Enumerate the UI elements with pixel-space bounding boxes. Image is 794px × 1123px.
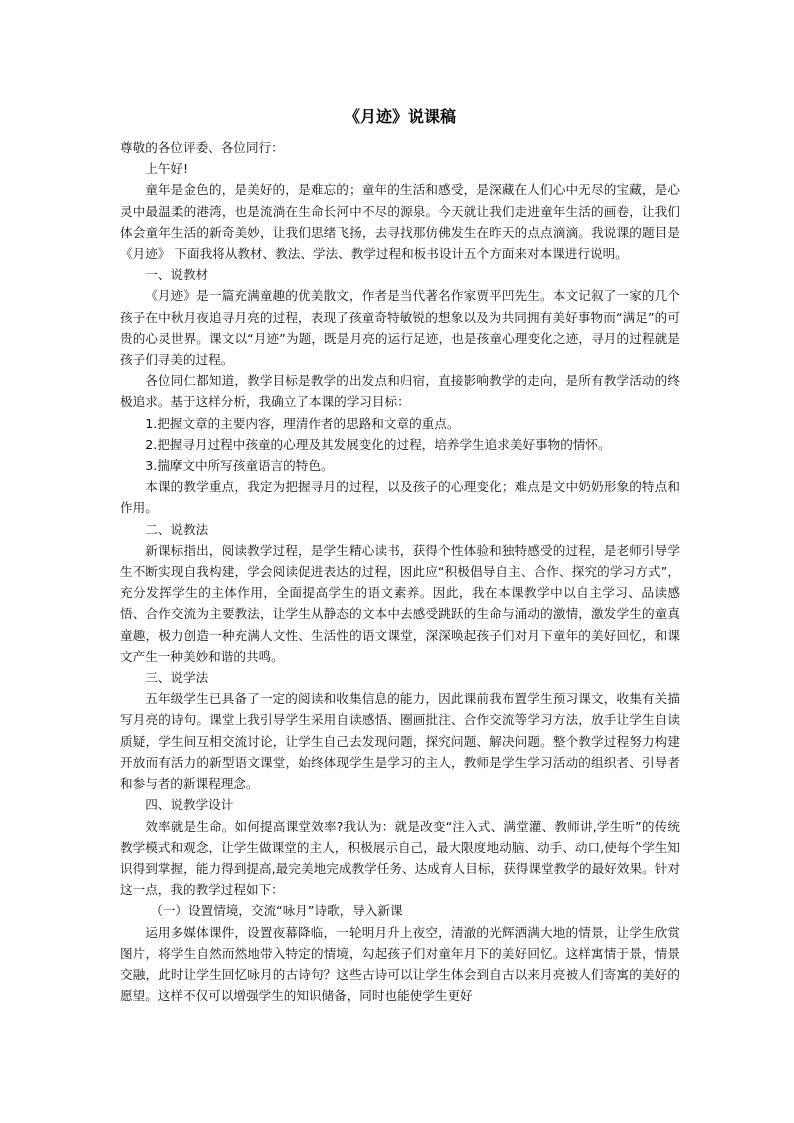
paragraph: （一）设置情境，交流“咏月”诗歌，导入新课 — [150, 903, 403, 919]
paragraph: 3.揣摩文中所写孩童语言的特色。 — [145, 458, 334, 474]
paragraph: 四、说教学设计 — [145, 797, 234, 813]
document-body — [120, 106, 680, 1006]
paragraph: 一、说教材 — [145, 267, 209, 283]
paragraph: 1.把握文章的主要内容，理清作者的思路和文章的重点。 — [145, 415, 460, 431]
paragraph: 三、说学法 — [145, 670, 209, 686]
paragraph: 五年级学生已具备了一定的阅读和收集信息的能力，因此课前我布置学生预习课文，收集有关描写月亮的诗句。课堂上我引导学生采用自读感悟、圈画批注、合作交流等学习方法，放手让学生自读质疑，学生间互相交流讨论，让学生自己去发现问题，探究问题、解决问题。整个教学过程努力构建开放而有活力的新型语文课堂，始终体现学生是学习的主人，教师是学生学习活动的组织者、引导者和参与者的新课程理念。 — [120, 691, 680, 792]
paragraph: 尊敬的各位评委、各位同行： — [120, 140, 284, 155]
document-title: 《月迹》说课稿 — [343, 107, 456, 126]
paragraph: 本课的教学重点，我定为把握寻月的过程，以及孩子的心理变化；难点是文中奶奶形象的特点和作用。 — [120, 479, 680, 516]
paragraph: 效率就是生命。如何提高课堂效率?我认为：就是改变“注入式、满堂灌、教师讲,学生听”的传统教学模式和观念，让学生做课堂的主人，积极展示自己，最大限度地动脑、动手、动口,使每个学生知识得到掌握，能力得到提高,最完美地完成教学任务、达成育人目标，获得课堂教学的最好效果。针对这一点，我的教学过程如下： — [120, 818, 680, 898]
paragraph: 运用多媒体课件，设置夜幕降临，一轮明月升上夜空，清澈的光辉洒满大地的情景，让学生欣赏图片，将学生自然而然地带入特定的情境，勾起孩子们对童年月下的美好回忆。这样寓情于景，情景交融，此时让学生回忆咏月的古诗句？这些古诗可以让学生体会到自古以来月亮被人们寄寓的美好的愿望。这样不仅可以增强学生的知识储备，同时也能使学生更好 — [120, 924, 680, 1004]
paragraph: 二、说教法 — [145, 521, 209, 537]
paragraph: 童年是金色的，是美好的，是难忘的；童年的生活和感受，是深藏在人们心中无尽的宝藏，是心灵中最温柔的港湾，也是流淌在生命长河中不尽的源泉。今天就让我们走进童年生活的画卷，让我们体会童年生活的新奇美妙，让我们思绪飞扬，去寻找那仿佛发生在昨天的点点滴滴。我说课的题目是《月迹》 下面我将从教材、教法、学法、教学过程和板书设计五个方面来对本课进行说明。 — [120, 182, 680, 262]
paragraph-list — [120, 137, 680, 1006]
paragraph: 各位同仁都知道，教学目标是教学的出发点和归宿，直接影响教学的走向，是所有教学活动的终极追求。基于这样分析，我确立了本课的学习目标： — [120, 373, 680, 410]
paragraph: 上午好! — [145, 161, 189, 177]
paragraph: 新课标指出，阅读教学过程，是学生精心读书，获得个性体验和独特感受的过程，是老师引导学生不断实现自我构建，学会阅读促进表达的过程，因此应“积极倡导自主、合作、探究的学习方式”，充分发挥学生的主体作用，全面提高学生的语文素养。因此，我在本课教学中以自主学习、品读感悟、合作交流为主要教法，让学生从静态的文本中去感受跳跃的生命与涌动的激情，激发学生的童真童趣，极力创造一种充满人文性、生活性的语文课堂，深深唤起孩子们对月下童年的美好回忆，和课文产生一种美妙和谐的共鸣。 — [120, 542, 680, 664]
paragraph: 《月迹》是一篇充满童趣的优美散文，作者是当代著名作家贾平凹先生。本文记叙了一家的几个孩子在中秋月夜追寻月亮的过程，表现了孩童奇特敏锐的想象以及为共同拥有美好事物而“满足”的可贵的心灵世界。课文以“月迹”为题，既是月亮的运行足迹，也是孩童心理变化之迹，寻月的过程就是孩子们寻美的过程。 — [120, 288, 680, 368]
paragraph: 2.把握寻月过程中孩童的心理及其发展变化的过程，培养学生追求美好事物的情怀。 — [145, 436, 611, 452]
